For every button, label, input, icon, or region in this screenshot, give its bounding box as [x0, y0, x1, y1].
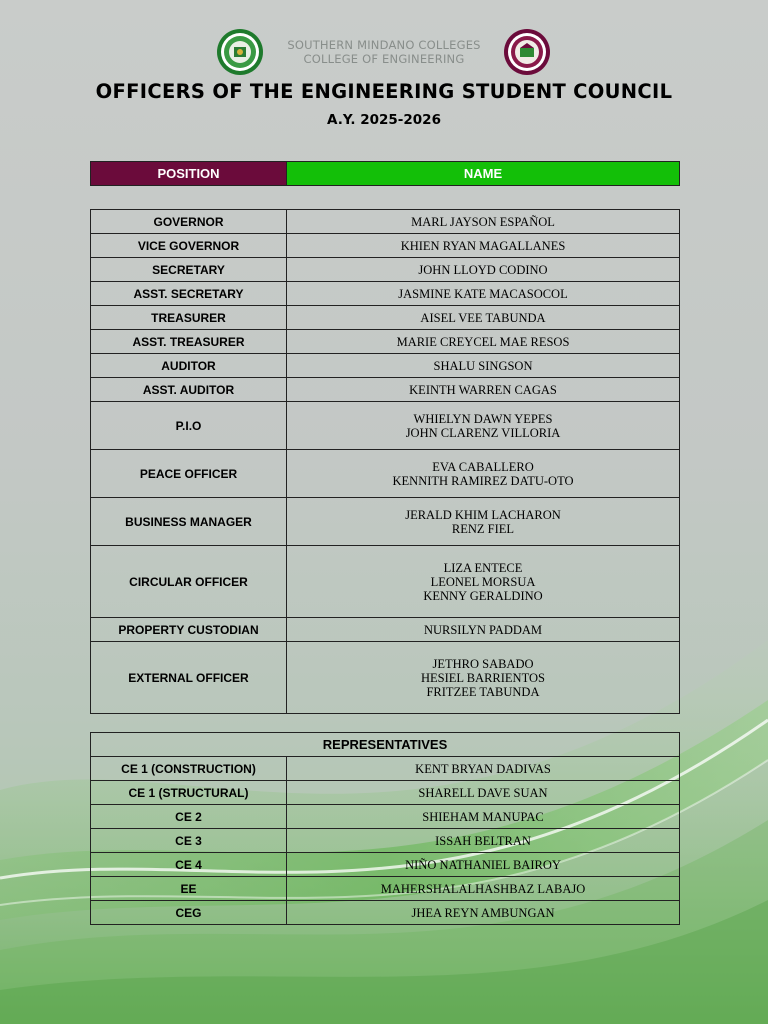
- position-column-header: POSITION: [91, 162, 287, 186]
- table-row: [91, 330, 680, 354]
- position-cell: CE 4: [91, 853, 287, 877]
- person-name: JHEA REYN AMBUNGAN: [411, 905, 555, 920]
- person-name: LEONEL MORSUA: [430, 574, 536, 589]
- name-cell: [287, 546, 680, 618]
- position-cell: PROPERTY CUSTODIAN: [91, 618, 287, 642]
- person-name: MARL JAYSON ESPAÑOL: [411, 214, 555, 229]
- name-cell: [287, 402, 680, 450]
- position-cell: SECRETARY: [91, 258, 287, 282]
- position-cell: ASST. SECRETARY: [91, 282, 287, 306]
- table-row: [91, 853, 680, 877]
- person-name: JOHN LLOYD CODINO: [418, 262, 548, 277]
- person-name: RENZ FIEL: [451, 521, 515, 536]
- person-name: SHARELL DAVE SUAN: [418, 785, 548, 800]
- position-cell: TREASURER: [91, 306, 287, 330]
- school-line-1: SOUTHERN MINDANO COLLEGES: [287, 38, 481, 52]
- name-cell: [287, 642, 680, 714]
- person-name: KENT BRYAN DADIVAS: [415, 761, 551, 776]
- name-cell: [287, 330, 680, 354]
- officers-table: [90, 209, 680, 714]
- position-cell: P.I.O: [91, 402, 287, 450]
- person-name: KHIEN RYAN MAGALLANES: [400, 238, 566, 253]
- name-cell: [287, 210, 680, 234]
- representatives-title: REPRESENTATIVES: [91, 733, 680, 757]
- person-name: WHIELYN DAWN YEPES: [413, 411, 553, 426]
- table-row: [91, 877, 680, 901]
- position-cell: CE 1 (STRUCTURAL): [91, 781, 287, 805]
- position-cell: CEG: [91, 901, 287, 925]
- table-row: [91, 306, 680, 330]
- column-header-row: [91, 162, 680, 186]
- table-row: [91, 642, 680, 714]
- person-name: NIÑO NATHANIEL BAIROY: [405, 857, 561, 872]
- person-name: SHIEHAM MANUPAC: [422, 809, 544, 824]
- position-cell: EE: [91, 877, 287, 901]
- table-row: [91, 234, 680, 258]
- position-cell: VICE GOVERNOR: [91, 234, 287, 258]
- name-cell: [287, 354, 680, 378]
- page-title: OFFICERS OF THE ENGINEERING STUDENT COUNCIL: [95, 80, 673, 103]
- person-name: ISSAH BELTRAN: [435, 833, 531, 848]
- table-row: [91, 354, 680, 378]
- person-name: KEINTH WARREN CAGAS: [409, 382, 557, 397]
- table-row: [91, 546, 680, 618]
- name-cell: [287, 306, 680, 330]
- table-row: [91, 258, 680, 282]
- position-cell: CE 2: [91, 805, 287, 829]
- position-cell: BUSINESS MANAGER: [91, 498, 287, 546]
- person-name: HESIEL BARRIENTOS: [421, 670, 545, 685]
- person-name: MAHERSHALALHASHBAZ LABAJO: [380, 881, 586, 896]
- position-cell: GOVERNOR: [91, 210, 287, 234]
- person-name: JERALD KHIM LACHARON: [405, 507, 561, 522]
- engineering-seal-icon: [503, 28, 551, 76]
- representatives-title-row: [91, 733, 680, 757]
- person-name: LIZA ENTECE: [443, 560, 523, 575]
- name-cell: [287, 378, 680, 402]
- position-cell: CE 1 (CONSTRUCTION): [91, 757, 287, 781]
- name-cell: [287, 618, 680, 642]
- academic-year: A.Y. 2025-2026: [327, 112, 441, 128]
- position-cell: EXTERNAL OFFICER: [91, 642, 287, 714]
- person-name: MARIE CREYCEL MAE RESOS: [396, 334, 570, 349]
- name-cell: [287, 781, 680, 805]
- table-row: [91, 378, 680, 402]
- person-name: JOHN CLARENZ VILLORIA: [405, 425, 561, 440]
- name-cell: [287, 901, 680, 925]
- name-cell: [287, 829, 680, 853]
- representatives-table: [90, 732, 680, 925]
- position-cell: PEACE OFFICER: [91, 450, 287, 498]
- column-header-table: [90, 161, 680, 186]
- person-name: NURSILYN PADDAM: [423, 622, 543, 637]
- name-column-header: NAME: [287, 162, 680, 186]
- table-row: [91, 829, 680, 853]
- header: [0, 28, 768, 76]
- table-row: [91, 805, 680, 829]
- name-cell: [287, 234, 680, 258]
- table-row: [91, 402, 680, 450]
- position-cell: ASST. AUDITOR: [91, 378, 287, 402]
- position-cell: CIRCULAR OFFICER: [91, 546, 287, 618]
- name-cell: [287, 805, 680, 829]
- name-cell: [287, 258, 680, 282]
- school-name: [266, 38, 502, 66]
- table-row: [91, 282, 680, 306]
- position-cell: AUDITOR: [91, 354, 287, 378]
- person-name: KENNITH RAMIREZ DATU-OTO: [392, 473, 574, 488]
- college-seal-icon: [216, 28, 264, 76]
- name-cell: [287, 877, 680, 901]
- name-cell: [287, 450, 680, 498]
- person-name: KENNY GERALDINO: [423, 588, 543, 603]
- table-row: [91, 901, 680, 925]
- person-name: SHALU SINGSON: [433, 358, 533, 373]
- position-cell: CE 3: [91, 829, 287, 853]
- table-row: [91, 498, 680, 546]
- school-line-2: COLLEGE OF ENGINEERING: [303, 52, 465, 66]
- table-row: [91, 210, 680, 234]
- name-cell: [287, 282, 680, 306]
- name-cell: [287, 757, 680, 781]
- table-row: [91, 450, 680, 498]
- table-row: [91, 757, 680, 781]
- table-row: [91, 781, 680, 805]
- person-name: EVA CABALLERO: [432, 459, 534, 474]
- person-name: FRITZEE TABUNDA: [426, 684, 540, 699]
- person-name: AISEL VEE TABUNDA: [420, 310, 546, 325]
- name-cell: [287, 853, 680, 877]
- name-cell: [287, 498, 680, 546]
- position-cell: ASST. TREASURER: [91, 330, 287, 354]
- person-name: JASMINE KATE MACASOCOL: [398, 286, 568, 301]
- table-row: [91, 618, 680, 642]
- person-name: JETHRO SABADO: [432, 656, 534, 671]
